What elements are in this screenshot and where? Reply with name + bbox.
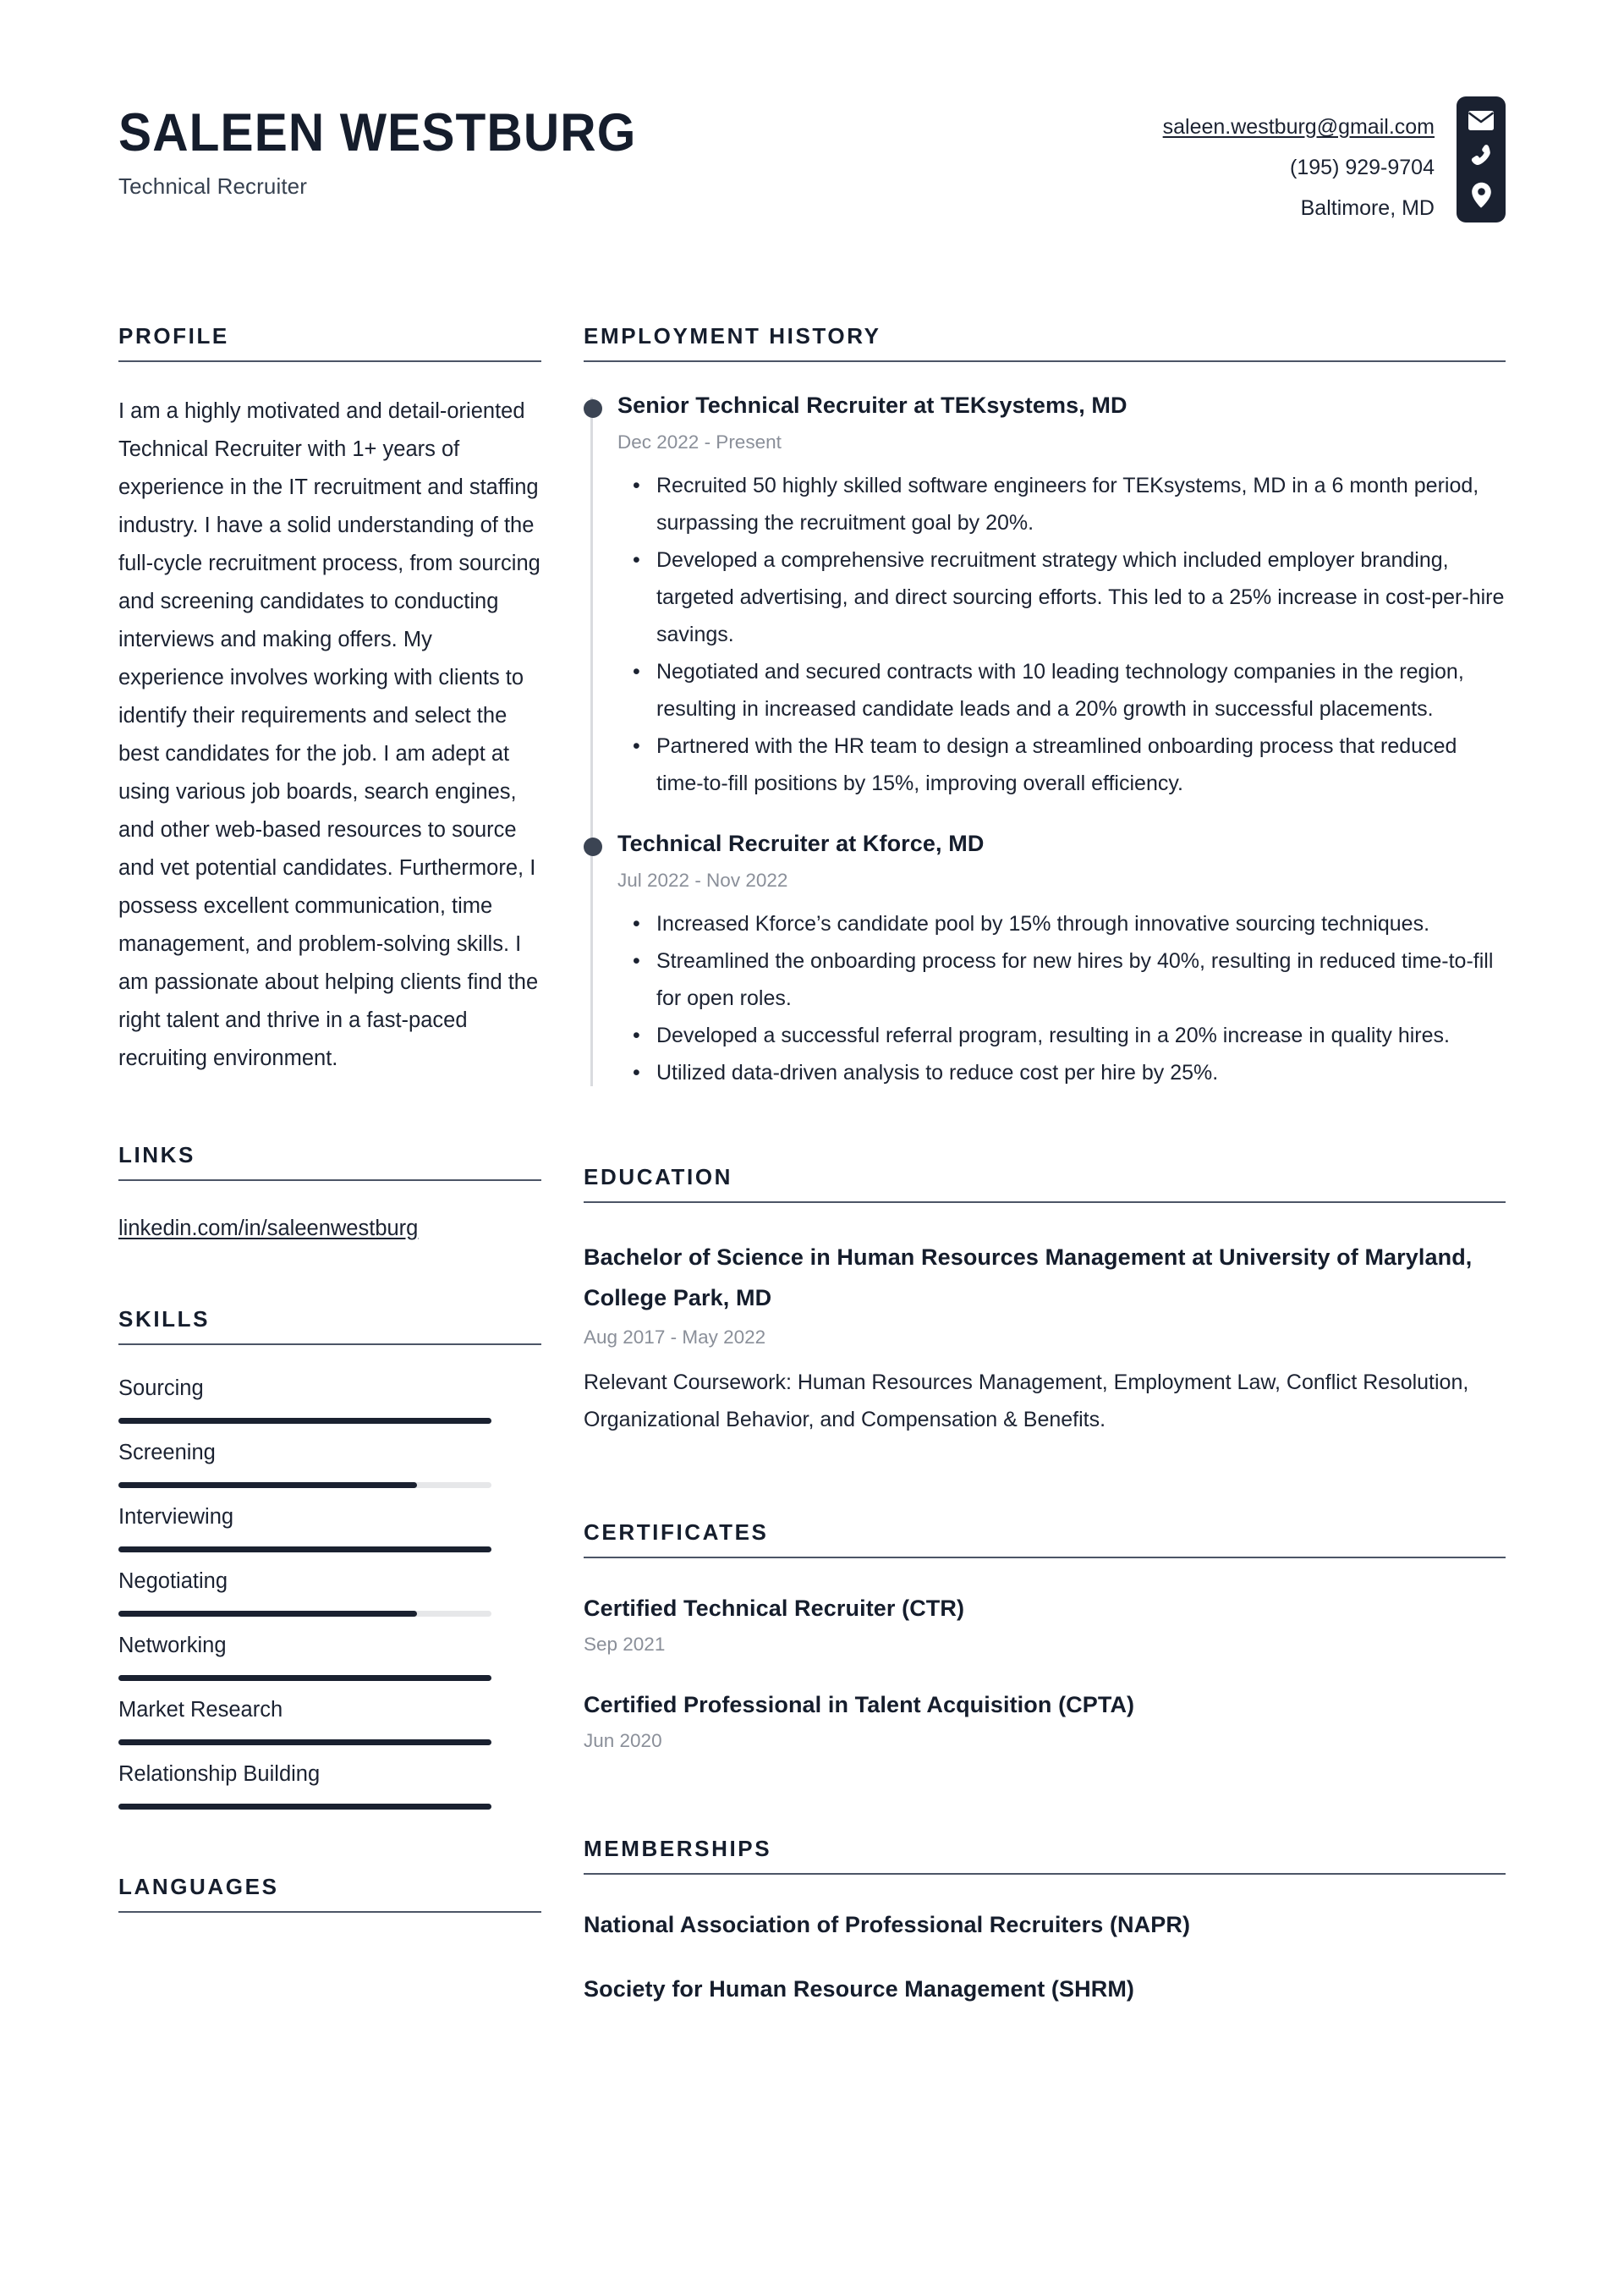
candidate-name: SALEEN WESTBURG xyxy=(118,103,637,162)
skill-label: Market Research xyxy=(118,1698,283,1722)
skill-item xyxy=(118,1756,541,1810)
skill-level-fill xyxy=(118,1611,417,1617)
skill-level-bar xyxy=(118,1611,491,1617)
skill-item xyxy=(118,1563,541,1617)
resume-header xyxy=(0,0,1624,228)
languages-section xyxy=(118,1874,541,1913)
skill-level-fill xyxy=(118,1739,491,1745)
education-heading: EDUCATION xyxy=(584,1164,733,1189)
skill-label: Networking xyxy=(118,1634,227,1657)
right-column xyxy=(584,323,1506,2005)
identity-block xyxy=(118,81,676,200)
employment-section xyxy=(584,323,1506,1091)
skill-label: Sourcing xyxy=(118,1376,204,1400)
memberships-heading-rule xyxy=(584,1873,1506,1875)
memberships-section xyxy=(584,1836,1506,2005)
skill-level-fill xyxy=(118,1546,491,1552)
education-heading-rule xyxy=(584,1201,1506,1203)
job-bullet: • Utilized data-driven analysis to reduce cost per hire by 25%. xyxy=(656,1054,1506,1091)
contact-location: Baltimore, MD xyxy=(1300,196,1435,220)
skill-level-fill xyxy=(118,1418,491,1424)
skill-level-bar xyxy=(118,1739,491,1745)
employment-heading-rule xyxy=(584,360,1506,362)
skill-level-fill xyxy=(118,1482,417,1488)
skills-heading-rule xyxy=(118,1343,541,1345)
skill-level-bar xyxy=(118,1675,491,1681)
memberships-heading: MEMBERSHIPS xyxy=(584,1836,772,1861)
job-bullet: • Increased Kforce’s candidate pool by 15% through innovative sourcing techniques. xyxy=(656,905,1506,942)
location-pin-icon xyxy=(1471,182,1492,208)
languages-heading-rule xyxy=(118,1911,541,1913)
links-section xyxy=(118,1142,541,1245)
envelope-icon xyxy=(1468,111,1494,130)
skills-section xyxy=(118,1306,541,1810)
membership-entry xyxy=(584,1973,1506,2005)
skills-heading: SKILLS xyxy=(118,1306,211,1332)
job-bullet-list xyxy=(617,467,1506,802)
timeline-dot-icon xyxy=(584,399,602,418)
education-section xyxy=(584,1164,1506,1438)
membership-name: Society for Human Resource Management (SHRM) xyxy=(584,1976,1135,2002)
job-bullet: • Negotiated and secured contracts with 10 leading technology companies in the region, resulting in increased candidate leads and a 20% growth in successful placements. xyxy=(656,653,1506,728)
job-bullet: • Developed a successful referral program, resulting in a 20% increase in quality hires. xyxy=(656,1017,1506,1054)
skill-label: Screening xyxy=(118,1441,216,1464)
skill-label: Interviewing xyxy=(118,1505,234,1529)
education-list xyxy=(584,1237,1506,1438)
job-bullet: • Partnered with the HR team to design a streamlined onboarding process that reduced time-to-fill positions by 15%, improving overall efficiency. xyxy=(656,728,1506,802)
membership-name: National Association of Professional Recruiters (NAPR) xyxy=(584,1912,1191,1937)
skill-level-fill xyxy=(118,1675,491,1681)
skill-label: Negotiating xyxy=(118,1569,228,1593)
certificate-date: Sep 2021 xyxy=(584,1634,666,1655)
skill-item xyxy=(118,1692,541,1745)
job-bullet: • Developed a comprehensive recruitment strategy which included employer branding, targeted advertising, and direct sourcing efforts. This led to a 25% increase in cost-per-hire savings. xyxy=(656,541,1506,653)
skill-level-bar xyxy=(118,1482,491,1488)
profile-text: I am a highly motivated and detail-oriented Technical Recruiter with 1+ years of experience in the IT recruitment and staffing industry. I have a solid understanding of the full-cycle recruitment process, from sourcing and screening candidates to conducting interviews and making offers. My experience involves working with clients to identify their requirements and select the best candidates for the job. I am adept at using various job boards, search engines, and other web-based resources to source and vet potential candidates. Furthermore, I possess excellent communication, time management, and problem-solving skills. I am passionate about helping clients find the right talent and thrive in a fast-paced recruiting environment. xyxy=(118,399,540,1070)
certificate-name: Certified Professional in Talent Acquisition (CPTA) xyxy=(584,1692,1135,1717)
contact-icon-stack xyxy=(1457,96,1506,222)
profile-heading: PROFILE xyxy=(118,323,229,349)
skill-level-bar xyxy=(118,1804,491,1810)
employment-heading: EMPLOYMENT HISTORY xyxy=(584,323,881,349)
link-item-linkedin[interactable]: linkedin.com/in/saleenwestburg xyxy=(118,1217,419,1240)
membership-entry xyxy=(584,1909,1506,1941)
links-heading: LINKS xyxy=(118,1142,195,1167)
certificates-list xyxy=(584,1592,1506,1755)
job-title: Senior Technical Recruiter at TEKsystems, MD xyxy=(617,393,1127,418)
timeline-rail xyxy=(590,398,593,1086)
timeline-dot-icon xyxy=(584,838,602,856)
skill-item xyxy=(118,1435,541,1488)
education-description: Relevant Coursework: Human Resources Management, Employment Law, Conflict Resolution, Organizational Behavior, and Compensation & Benefits. xyxy=(584,1370,1469,1431)
skill-item xyxy=(118,1370,541,1424)
contact-phone: (195) 929-9704 xyxy=(1290,156,1435,179)
certificates-heading: CERTIFICATES xyxy=(584,1519,769,1545)
certificates-heading-rule xyxy=(584,1557,1506,1558)
left-column xyxy=(118,323,541,1913)
skills-list xyxy=(118,1370,541,1810)
job-list xyxy=(617,389,1506,1091)
job-title: Technical Recruiter at Kforce, MD xyxy=(617,831,985,856)
employment-timeline xyxy=(584,389,1506,1091)
candidate-job-title: Technical Recruiter xyxy=(118,173,307,199)
job-dates: Dec 2022 - Present xyxy=(617,431,782,453)
skill-level-fill xyxy=(118,1804,491,1810)
certificate-entry xyxy=(584,1689,1506,1755)
job-bullet: • Streamlined the onboarding process for new hires by 40%, resulting in reduced time-to-fill for open roles. xyxy=(656,942,1506,1017)
certificate-date: Jun 2020 xyxy=(584,1730,662,1751)
certificates-section xyxy=(584,1519,1506,1755)
job-bullet-list xyxy=(617,905,1506,1091)
memberships-list xyxy=(584,1909,1506,2005)
certificate-name: Certified Technical Recruiter (CTR) xyxy=(584,1596,965,1621)
job-dates: Jul 2022 - Nov 2022 xyxy=(617,870,788,891)
skill-item xyxy=(118,1628,541,1681)
contact-lines xyxy=(1163,96,1457,228)
skill-level-bar xyxy=(118,1546,491,1552)
languages-heading: LANGUAGES xyxy=(118,1874,279,1899)
job-entry xyxy=(617,827,1506,1091)
education-degree: Bachelor of Science in Human Resources Management at University of Maryland, College Park, MD xyxy=(584,1244,1473,1310)
phone-icon xyxy=(1469,144,1494,168)
links-list xyxy=(118,1181,541,1245)
skill-label: Relationship Building xyxy=(118,1762,321,1786)
skill-item xyxy=(118,1499,541,1552)
job-entry xyxy=(617,389,1506,802)
profile-section xyxy=(118,323,541,1078)
contact-email[interactable]: saleen.westburg@gmail.com xyxy=(1162,115,1435,139)
skill-level-bar xyxy=(118,1418,491,1424)
contact-block xyxy=(1163,81,1506,228)
resume-body xyxy=(0,323,1624,2005)
job-bullet: • Recruited 50 highly skilled software engineers for TEKsystems, MD in a 6 month period, surpassing the recruitment goal by 20%. xyxy=(656,467,1506,541)
profile-heading-rule xyxy=(118,360,541,362)
certificate-entry xyxy=(584,1592,1506,1658)
education-entry xyxy=(584,1237,1506,1438)
education-dates: Aug 2017 - May 2022 xyxy=(584,1327,766,1348)
